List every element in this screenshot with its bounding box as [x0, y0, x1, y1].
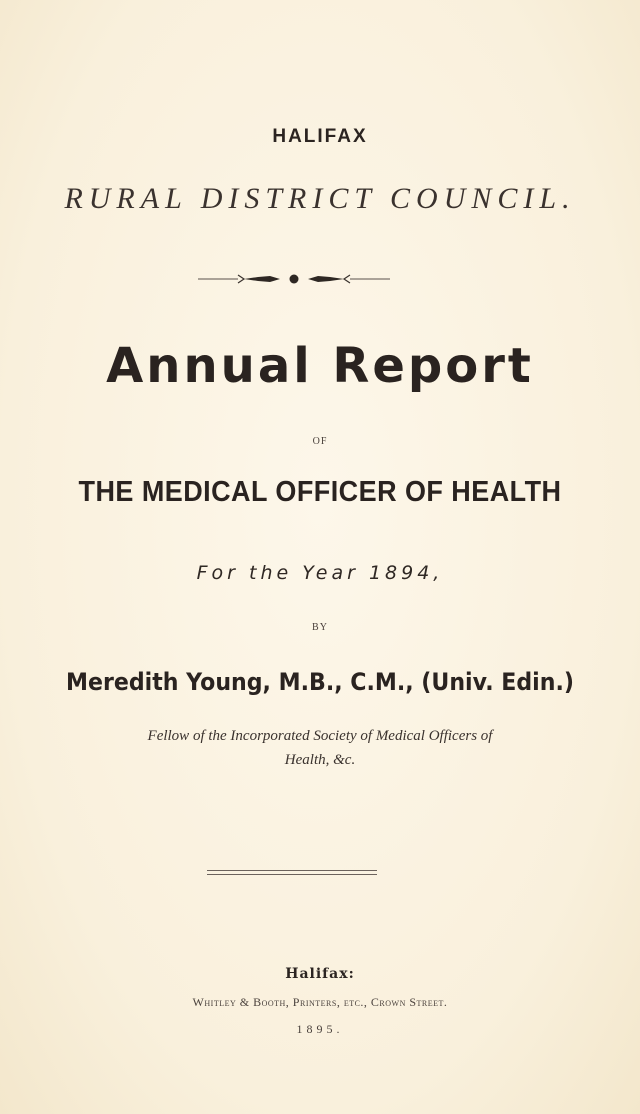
affiliation-line-1: Fellow of the Incorporated Society of Medical Officers of [147, 728, 493, 744]
of-label: OF [312, 436, 328, 447]
report-period: For the Year 1894, [196, 562, 444, 584]
council-name: RURAL DISTRICT COUNCIL. [64, 182, 576, 215]
place-heading: HALIFAX [272, 126, 368, 147]
author-affiliation [0, 724, 640, 772]
report-title: Annual Report [106, 338, 534, 394]
imprint-printers: Whitley & Booth, Printers, etc., Crown Street. [192, 995, 448, 1009]
double-rule-bottom [207, 874, 377, 875]
affiliation-line-2: Health, &c. [284, 752, 356, 768]
double-rule-top [207, 870, 377, 871]
scroll-ornament-icon [198, 270, 390, 288]
imprint-place: Halifax: [285, 966, 355, 982]
author-name: Meredith Young, M.B., C.M., (Univ. Edin.) [66, 668, 574, 696]
by-label: BY [312, 622, 328, 633]
imprint-year: 1895. [296, 1022, 344, 1036]
report-subject: THE MEDICAL OFFICER OF HEALTH [78, 476, 562, 508]
